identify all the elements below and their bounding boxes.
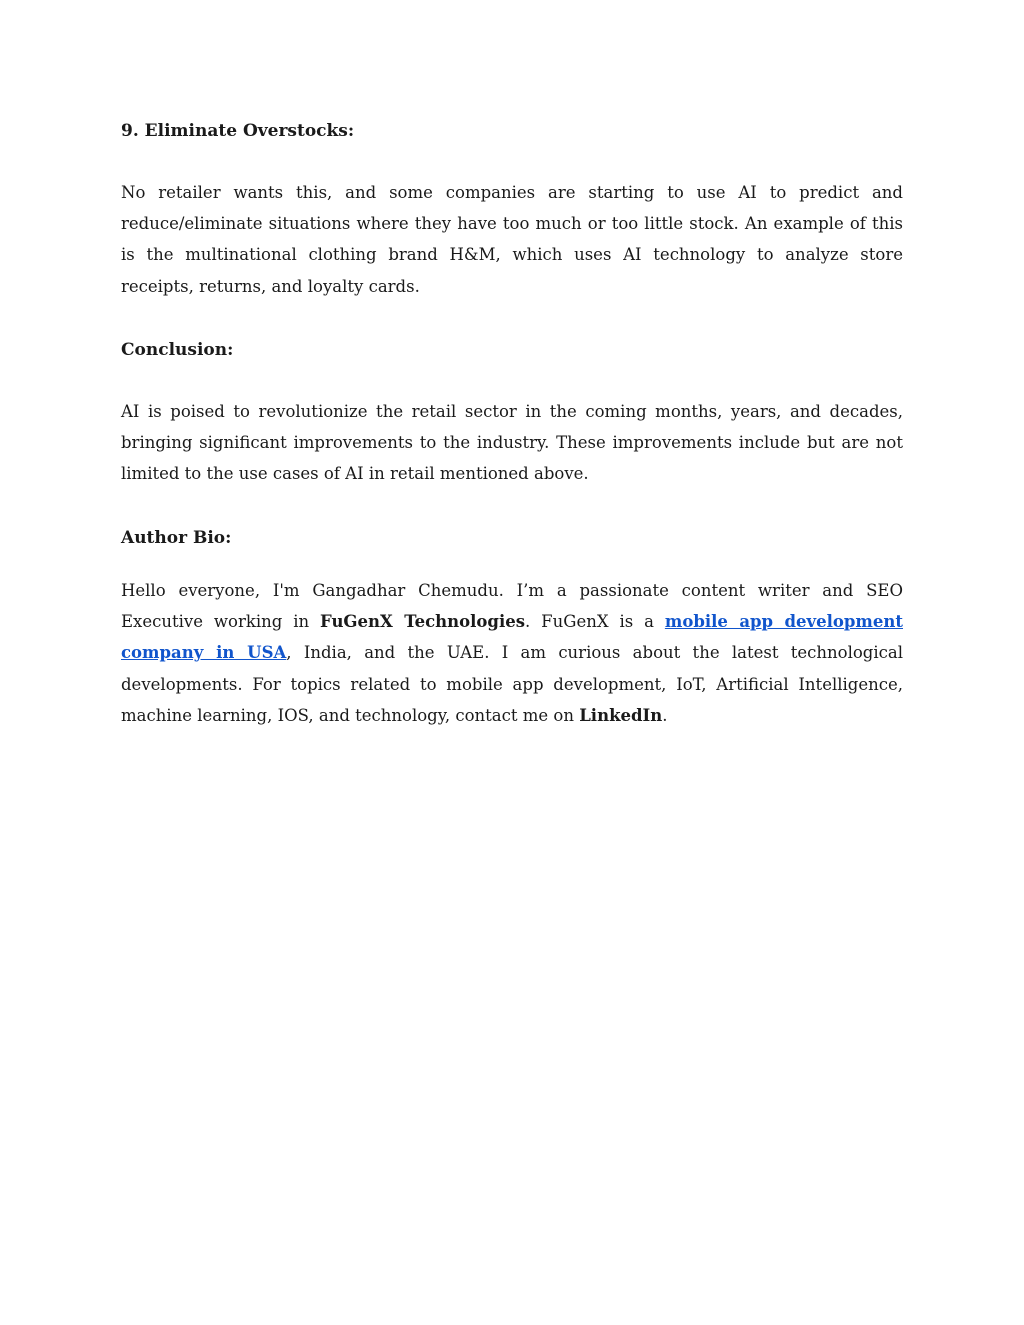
paragraph-author-bio <box>121 575 903 731</box>
author-bio-text-fugenx: . FuGenX is a <box>525 612 665 632</box>
linkedin-text: LinkedIn <box>579 705 663 725</box>
paragraph-overstocks: No retailer wants this, and some companies are starting to use AI to predict and reduce/eliminate situations where they have too much or too little stock. An example of this is the multinational clothing brand H&M, which uses AI technology to analyze store receipts, returns, and loyalty cards. <box>121 183 903 296</box>
author-bio-text-intro: Hello everyone, I'm Gangadhar Chemudu. I’m a passionate content writer and SEO Executive working in <box>121 581 903 632</box>
company-name: FuGenX Technologies <box>320 612 526 632</box>
section-heading-overstocks: 9. Eliminate Overstocks: <box>121 121 355 141</box>
paragraph-conclusion: AI is poised to revolutionize the retail sector in the coming months, years, and decades, bringing significant improvements to the industry. These improvements include but are not limited to the use cases of AI in retail mentioned above. <box>121 402 903 484</box>
section-heading-author-bio: Author Bio: <box>121 528 232 548</box>
mobile-app-development-link[interactable]: mobile app development company in USA <box>121 612 903 663</box>
section-heading-conclusion: Conclusion: <box>121 340 234 360</box>
author-bio-text-end: . <box>662 705 668 725</box>
author-bio-text-topics: , India, and the UAE. I am curious about the latest technological developments. For topics related to mobile app development, IoT, Artificial Intelligence, machine learning, IOS, and technology, contact me on <box>121 643 904 725</box>
